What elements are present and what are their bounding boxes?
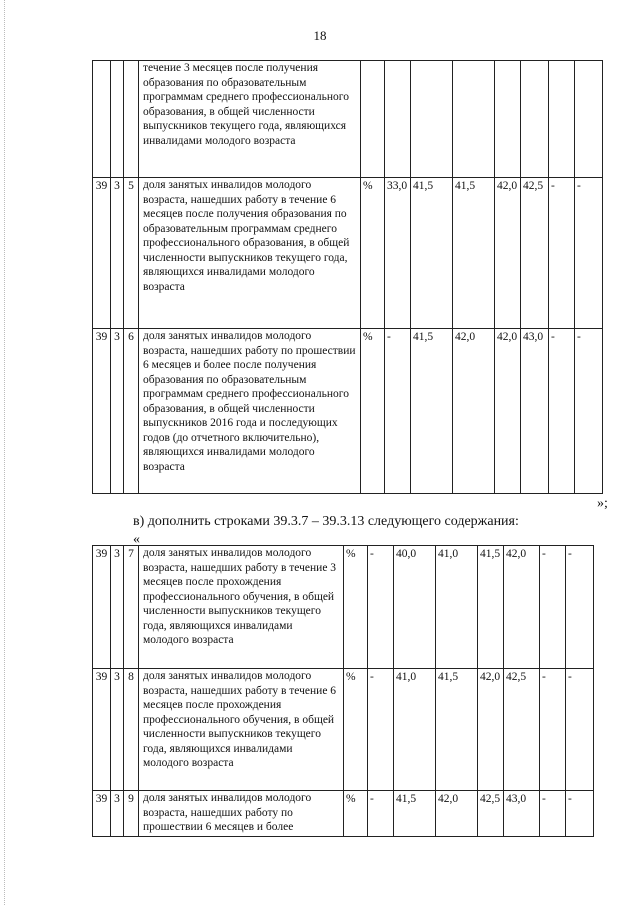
value-4: 42,0 <box>478 669 504 791</box>
value-2: 41,0 <box>394 669 436 791</box>
code-part-2: 3 <box>111 791 124 837</box>
indicator-description: доля занятых инвалидов молодого возраста, нашедших работу в течение 6 месяцев после получения образования по образовательным программам среднего профессионального образования, в общей численности выпускников текущего года, являющихся инвалидами молодого возраста <box>139 178 361 329</box>
indicator-table-continued <box>92 60 603 494</box>
unit <box>361 61 385 178</box>
code-part-1: 39 <box>93 669 111 791</box>
value-2 <box>411 61 453 178</box>
value-1 <box>385 61 411 178</box>
indicator-description: доля занятых инвалидов молодого возраста, нашедших работу в течение 6 месяцев после прохождения профессионального обучения, в общей численности выпускников текущего года, являющихся инвалидами молодого возраста <box>139 669 344 791</box>
table-row <box>93 546 594 669</box>
value-5: 42,5 <box>504 669 540 791</box>
value-7: - <box>566 791 594 837</box>
value-5: 43,0 <box>504 791 540 837</box>
indicator-description: доля занятых инвалидов молодого возраста, нашедших работу по прошествии 6 месяцев и более <box>139 791 344 837</box>
value-6: - <box>549 178 575 329</box>
code-part-2: 3 <box>111 178 124 329</box>
value-2: 41,5 <box>394 791 436 837</box>
code-part-1: 39 <box>93 178 111 329</box>
value-3: 41,5 <box>453 178 495 329</box>
unit: % <box>344 669 368 791</box>
code-part-1: 39 <box>93 546 111 669</box>
value-4: 42,0 <box>495 329 521 494</box>
value-1: - <box>368 791 394 837</box>
code-part-3: 5 <box>124 178 139 329</box>
value-4: 42,0 <box>495 178 521 329</box>
value-7: - <box>566 546 594 669</box>
value-2: 41,5 <box>411 329 453 494</box>
code-part-3 <box>124 61 139 178</box>
value-1: - <box>368 669 394 791</box>
indicator-table-added-rows <box>92 545 594 837</box>
code-part-3: 7 <box>124 546 139 669</box>
value-2: 41,5 <box>411 178 453 329</box>
unit: % <box>344 791 368 837</box>
unit: % <box>361 178 385 329</box>
code-part-1 <box>93 61 111 178</box>
unit: % <box>361 329 385 494</box>
value-3 <box>453 61 495 178</box>
value-1: 33,0 <box>385 178 411 329</box>
table-row <box>93 178 603 329</box>
code-part-3: 8 <box>124 669 139 791</box>
value-3: 42,0 <box>453 329 495 494</box>
indicator-description: течение 3 месяцев после получения образования по образовательным программам среднего профессионального образования, в общей численности выпускников текущего года, являющихся инвалидами молодого возраста <box>139 61 361 178</box>
value-3: 42,0 <box>436 791 478 837</box>
value-1: - <box>368 546 394 669</box>
value-7: - <box>566 669 594 791</box>
value-6: - <box>549 329 575 494</box>
code-part-2: 3 <box>111 669 124 791</box>
code-part-3: 6 <box>124 329 139 494</box>
value-7: - <box>575 178 603 329</box>
closing-quote: »; <box>597 496 608 511</box>
value-7: - <box>575 329 603 494</box>
value-4: 42,5 <box>478 791 504 837</box>
code-part-3: 9 <box>124 791 139 837</box>
value-6: - <box>540 546 566 669</box>
code-part-1: 39 <box>93 329 111 494</box>
value-3: 41,0 <box>436 546 478 669</box>
page-number: 18 <box>313 28 327 43</box>
code-part-1: 39 <box>93 791 111 837</box>
value-2: 40,0 <box>394 546 436 669</box>
value-4: 41,5 <box>478 546 504 669</box>
code-part-2: 3 <box>111 329 124 494</box>
opening-quote: « <box>133 532 140 547</box>
code-part-2: 3 <box>111 546 124 669</box>
value-7 <box>575 61 603 178</box>
value-6 <box>549 61 575 178</box>
value-5: 42,0 <box>504 546 540 669</box>
code-part-2 <box>111 61 124 178</box>
value-5: 43,0 <box>521 329 549 494</box>
value-5 <box>521 61 549 178</box>
table-row <box>93 791 594 837</box>
value-1: - <box>385 329 411 494</box>
amendment-paragraph: в) дополнить строками 39.3.7 – 39.3.13 следующего содержания: <box>133 514 519 529</box>
indicator-description: доля занятых инвалидов молодого возраста, нашедших работу по прошествии 6 месяцев и более после получения образования по образовательным программам среднего профессионального образования, в общей численности выпускников 2016 года и последующих годов (до отчетного включительно), являющихся инвалидами молодого возраста <box>139 329 361 494</box>
value-6: - <box>540 791 566 837</box>
value-4 <box>495 61 521 178</box>
value-6: - <box>540 669 566 791</box>
scan-margin <box>4 0 8 905</box>
table-row <box>93 329 603 494</box>
unit: % <box>344 546 368 669</box>
table-row <box>93 61 603 178</box>
value-5: 42,5 <box>521 178 549 329</box>
indicator-description: доля занятых инвалидов молодого возраста, нашедших работу в течение 3 месяцев после прохождения профессионального обучения, в общей численности выпускников текущего года, являющихся инвалидами молодого возраста <box>139 546 344 669</box>
table-row <box>93 669 594 791</box>
value-3: 41,5 <box>436 669 478 791</box>
